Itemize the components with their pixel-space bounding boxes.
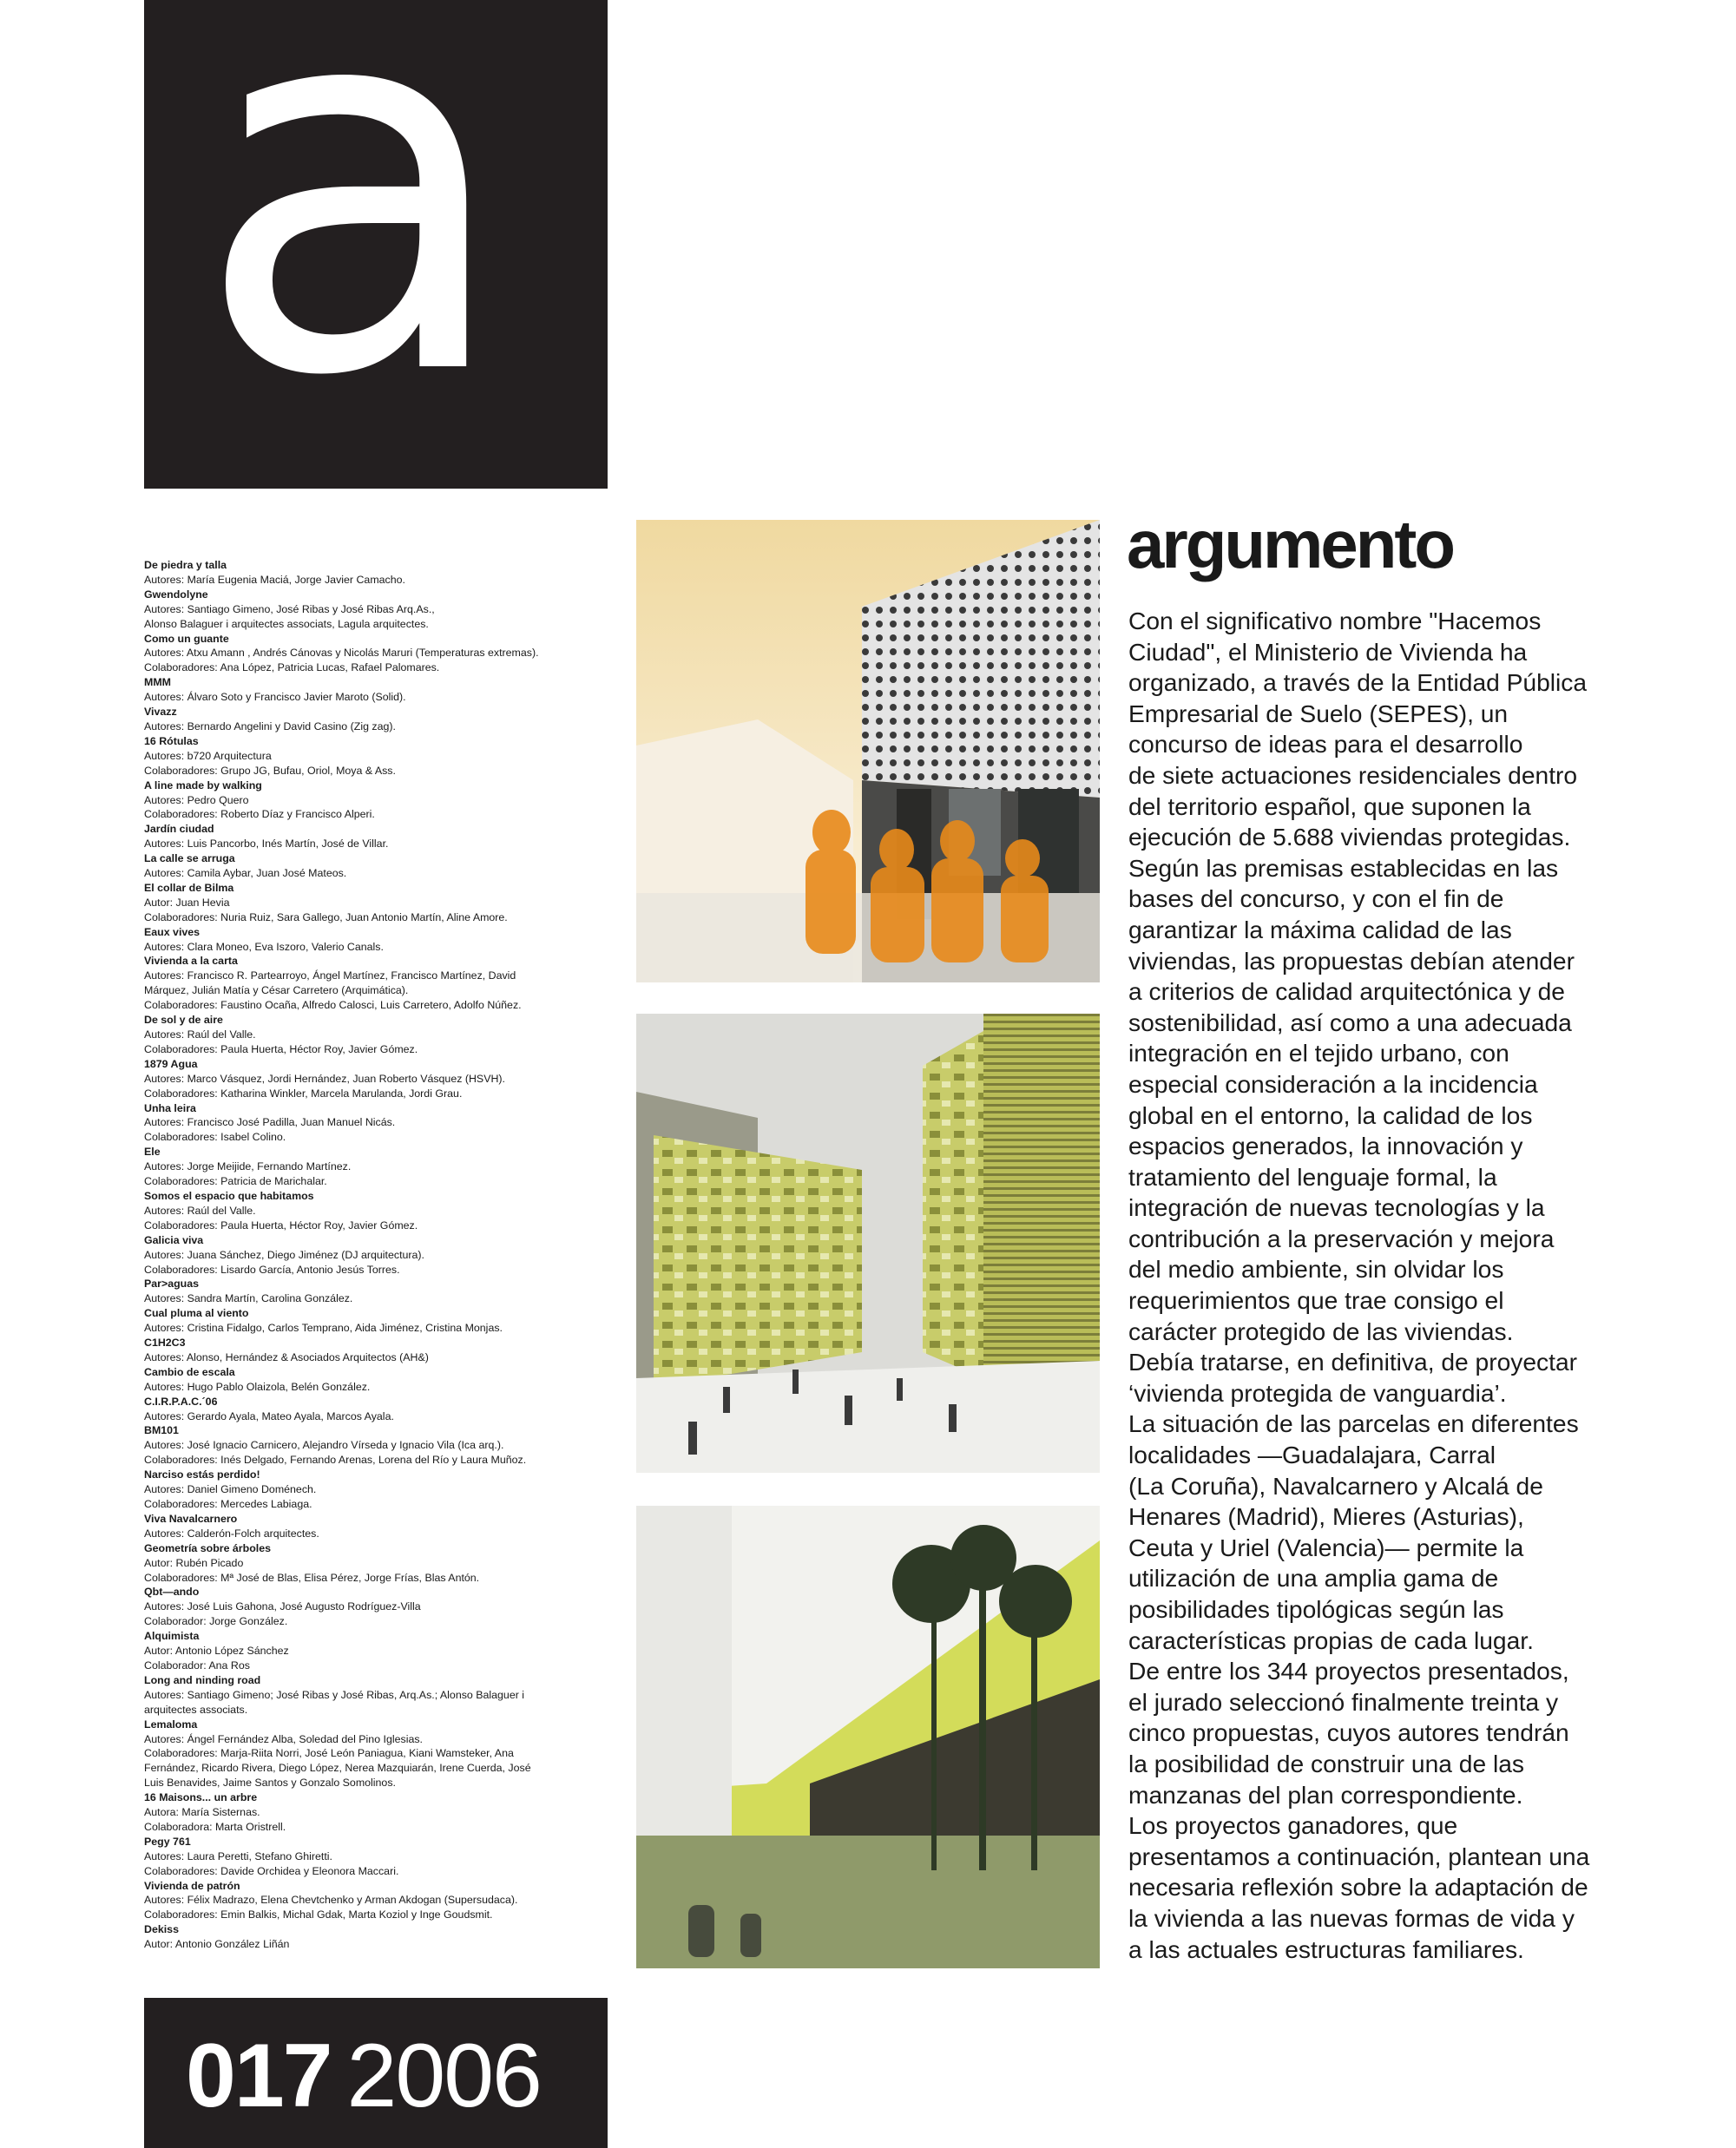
credit-line: Márquez, Julián Matía y César Carretero (Arquimática). (144, 984, 409, 997)
credit-line: Autores: Camila Aybar, Juan José Mateos. (144, 867, 347, 880)
credit-title: Long and ninding road (144, 1673, 261, 1686)
article-line: manzanas del plan correspondiente. (1128, 1780, 1523, 1809)
article-line: del territorio español, que suponen la (1128, 792, 1531, 820)
article-line: Los proyectos ganadores, que (1128, 1811, 1458, 1840)
credit-line: Fernández, Ricardo Rivera, Diego López, Nerea Mazquiarán, Irene Cuerda, José (144, 1762, 531, 1775)
credit-title: 16 Maisons... un arbre (144, 1791, 258, 1804)
project-credits-list (144, 558, 613, 1973)
article-line: sostenibilidad, así como a una adecuada (1128, 1008, 1572, 1036)
credit-line: Autores: Ángel Fernández Alba, Soledad del Pino Iglesias. (144, 1732, 423, 1745)
credit-line: Colaboradores: Roberto Díaz y Francisco Alperi. (144, 808, 375, 821)
credit-title: Eaux vives (144, 925, 201, 938)
credit-entry (144, 1585, 613, 1629)
credit-title: Ele (144, 1146, 161, 1159)
credit-entry (144, 1189, 613, 1233)
credit-entry (144, 1468, 613, 1512)
credit-entry (144, 632, 613, 676)
article-line: contribución a la preservación y mejora (1128, 1224, 1555, 1252)
credit-entry (144, 1233, 613, 1278)
credit-line: Autores: Daniel Gimeno Doménech. (144, 1483, 317, 1496)
credit-title: A line made by walking (144, 778, 262, 792)
article-line: a criterios de calidad arquitectónica y de (1128, 977, 1565, 1006)
credit-line: Autores: Alonso, Hernández & Asociados Arquitectos (AH&) (144, 1350, 429, 1363)
credit-title: El collar de Bilma (144, 881, 234, 894)
credit-title: Par>aguas (144, 1278, 200, 1291)
credit-title: Cual pluma al viento (144, 1307, 249, 1320)
credit-line: Autores: Jorge Meijide, Fernando Martínez. (144, 1160, 352, 1173)
credit-title: Pegy 761 (144, 1835, 191, 1848)
credit-entry (144, 558, 613, 588)
credit-title: Alquimista (144, 1630, 200, 1643)
article-line: a las actuales estructuras familiares. (1128, 1935, 1524, 1963)
article-line: requerimientos que trae consigo el (1128, 1286, 1504, 1315)
credit-entry (144, 1879, 613, 1923)
article-line: tratamiento del lenguaje formal, la (1128, 1162, 1497, 1191)
credit-entry (144, 1101, 613, 1146)
article-line: Con el significativo nombre "Hacemos (1128, 607, 1542, 634)
credit-line: Autores: José Ignacio Carnicero, Alejandro Vírseda y Ignacio Vila (Ica arq.). (144, 1439, 504, 1452)
credit-title: La calle se arruga (144, 852, 235, 865)
credit-title: 1879 Agua (144, 1057, 198, 1070)
credit-line: Colaboradores: Katharina Winkler, Marcela Marulanda, Jordi Grau. (144, 1087, 463, 1100)
credit-entry (144, 1512, 613, 1541)
article-line: Henares (Madrid), Mieres (Asturias), (1128, 1502, 1524, 1531)
credit-entry (144, 954, 613, 1013)
credit-title: BM101 (144, 1424, 179, 1437)
credit-line: Autores: b720 Arquitectura (144, 749, 272, 762)
facade-render-illustration (636, 520, 1100, 982)
credit-line: Autores: Raúl del Valle. (144, 1204, 256, 1217)
credit-line: Colaboradores: Ana López, Patricia Lucas, Rafael Palomares. (144, 661, 440, 674)
credit-line: Autores: Santiago Gimeno, José Ribas y José Ribas Arq.As., (144, 602, 435, 615)
article-line: global en el entorno, la calidad de los (1128, 1100, 1533, 1129)
credit-entry (144, 851, 613, 881)
credit-line: Autores: Clara Moneo, Eva Iszoro, Valerio Canals. (144, 940, 384, 953)
credit-line: Colaboradores: Paula Huerta, Héctor Roy, Javier Gómez. (144, 1219, 418, 1232)
credit-entry (144, 1306, 613, 1336)
credit-entry (144, 1790, 613, 1835)
credit-line: Colaboradores: Nuria Ruiz, Sara Gallego, Juan Antonio Martín, Aline Amore. (144, 910, 508, 923)
credit-title: Dekiss (144, 1923, 179, 1936)
article-line: ‘vivienda protegida de vanguardia’. (1128, 1378, 1507, 1407)
article-line: localidades —Guadalajara, Carral (1128, 1441, 1496, 1469)
article-line: Debía tratarse, en definitiva, de proyectar (1128, 1348, 1578, 1376)
credit-line: Colaboradores: Grupo JG, Bufau, Oriol, Moya & Ass. (144, 764, 396, 777)
logo-letter: a (194, 0, 496, 489)
credit-line: Autores: Luis Pancorbo, Inés Martín, José de Villar. (144, 838, 389, 851)
credit-entry (144, 705, 613, 734)
render-image-street (636, 1014, 1100, 1473)
issue-number: 017 (186, 2026, 332, 2126)
article-line: Según las premisas establecidas en las (1128, 853, 1559, 882)
credit-line: Autores: Hugo Pablo Olaizola, Belén González. (144, 1380, 371, 1393)
credit-entry (144, 1423, 613, 1468)
credit-line: Autor: Juan Hevia (144, 896, 230, 909)
credit-title: Vivienda de patrón (144, 1879, 240, 1892)
credit-title: De sol y de aire (144, 1014, 223, 1027)
credit-title: Viva Navalcarnero (144, 1512, 238, 1525)
credit-line: Colaboradores: Marja-Riita Norri, José León Paniagua, Kiani Wamsteker, Ana (144, 1747, 514, 1760)
credit-line: Autores: María Eugenia Maciá, Jorge Javier Camacho. (144, 573, 405, 586)
credit-entry (144, 1395, 613, 1424)
credit-line: Autores: Gerardo Ayala, Mateo Ayala, Marcos Ayala. (144, 1409, 394, 1422)
credit-entry (144, 1336, 613, 1365)
article-line: La situación de las parcelas en diferentes (1128, 1409, 1579, 1438)
credit-line: Autores: Cristina Fidalgo, Carlos Temprano, Aida Jiménez, Cristina Monjas. (144, 1322, 503, 1335)
credit-title: Lemaloma (144, 1718, 198, 1731)
article-line: características propias de cada lugar. (1128, 1626, 1534, 1654)
credit-entry (144, 881, 613, 925)
article-line: concurso de ideas para el desarrollo (1128, 730, 1523, 759)
article-line: la vivienda a las nuevas formas de vida y (1128, 1903, 1575, 1932)
article-line: viviendas, las propuestas debían atender (1128, 946, 1575, 975)
credit-line: Autor: Rubén Picado (144, 1556, 244, 1569)
article-line: integración en el tejido urbano, con (1128, 1039, 1509, 1067)
credit-title: Galicia viva (144, 1233, 204, 1246)
credit-line: Autores: Raúl del Valle. (144, 1028, 256, 1041)
issue-footer-block (144, 1998, 608, 2148)
article-line: organizado, a través de la Entidad Pública (1128, 668, 1588, 697)
credit-line: Colaboradores: Isabel Colino. (144, 1131, 286, 1144)
credit-line: Autores: José Luis Gahona, José Augusto Rodríguez-Villa (144, 1600, 421, 1613)
credit-line: Luis Benavides, Jaime Santos y Gonzalo Somolinos. (144, 1777, 396, 1790)
credit-line: Autor: Antonio López Sánchez (144, 1645, 289, 1658)
credit-entry (144, 588, 613, 632)
credit-line: Colaboradores: Patricia de Marichalar. (144, 1175, 327, 1188)
credit-title: Somos el espacio que habitamos (144, 1189, 314, 1202)
credit-title: Narciso estás perdido! (144, 1468, 260, 1481)
credit-line: Colaboradora: Marta Oristrell. (144, 1820, 286, 1833)
article-line: del medio ambiente, sin olvidar los (1128, 1255, 1504, 1284)
credit-title: Geometría sobre árboles (144, 1541, 271, 1554)
magazine-logo-block (144, 0, 608, 489)
credit-entry (144, 1673, 613, 1718)
article-line: Ciudad", el Ministerio de Vivienda ha (1128, 637, 1528, 666)
article-line: de siete actuaciones residenciales dentro (1128, 760, 1578, 789)
street-render-illustration (636, 1014, 1100, 1473)
credit-entry (144, 1057, 613, 1101)
credit-title: MMM (144, 676, 171, 689)
credit-entry (144, 1013, 613, 1057)
credit-line: Autores: Santiago Gimeno; José Ribas y José Ribas, Arq.As.; Alonso Balaguer i (144, 1688, 525, 1701)
credit-line: Autores: Francisco José Padilla, Juan Manuel Nicás. (144, 1116, 396, 1129)
credit-entry (144, 1277, 613, 1306)
credit-line: Autora: María Sisternas. (144, 1806, 260, 1819)
credit-line: Autores: Álvaro Soto y Francisco Javier Maroto (Solid). (144, 691, 406, 704)
credit-title: Unha leira (144, 1101, 196, 1114)
credit-line: Colaboradores: Mercedes Labiaga. (144, 1498, 312, 1510)
credit-title: 16 Rótulas (144, 734, 199, 747)
credit-title: Qbt—ando (144, 1586, 200, 1599)
credit-line: Autores: Bernardo Angelini y David Casino (Zig zag). (144, 719, 396, 732)
credit-entry (144, 1922, 613, 1952)
issue-label (186, 2026, 541, 2126)
credit-title: Cambio de escala (144, 1365, 235, 1378)
credit-title: De piedra y talla (144, 559, 227, 571)
article-line: el jurado seleccionó finalmente treinta y (1128, 1687, 1559, 1716)
credit-line: Autores: Félix Madrazo, Elena Chevtchenko y Arman Akdogan (Supersudaca). (144, 1894, 518, 1907)
article-line: garantizar la máxima calidad de las (1128, 915, 1512, 943)
article-line: espacios generados, la innovación y (1128, 1132, 1523, 1160)
credit-title: Jardín ciudad (144, 823, 214, 836)
article-line: Ceuta y Uriel (Valencia)— permite la (1128, 1533, 1524, 1561)
issue-year: 2006 (346, 2026, 541, 2126)
credit-entry (144, 1835, 613, 1879)
credit-line: Autores: Francisco R. Partearroyo, Ángel Martínez, Francisco Martínez, David (144, 969, 516, 982)
credit-line: Colaboradores: Davide Orchidea y Eleonora Maccari. (144, 1864, 399, 1877)
credit-line: Autores: Atxu Amann , Andrés Cánovas y Nicolás Maruri (Temperaturas extremas). (144, 647, 539, 660)
credit-line: Colaboradores: Inés Delgado, Fernando Arenas, Lorena del Río y Laura Muñoz. (144, 1454, 527, 1467)
credit-line: Colaboradores: Lisardo García, Antonio Jesús Torres. (144, 1263, 400, 1276)
article-line: integración de nuevas tecnologías y la (1128, 1193, 1545, 1222)
article-line: utilización de una amplia gama de (1128, 1564, 1499, 1593)
credit-title: C.I.R.P.A.C.´06 (144, 1395, 218, 1408)
render-image-courtyard (636, 1506, 1100, 1968)
article-line: bases del concurso, y con el fin de (1128, 884, 1504, 913)
courtyard-render-illustration (636, 1506, 1100, 1968)
credit-entry (144, 1365, 613, 1395)
credit-line: Alonso Balaguer i arquitectes associats, Lagula arquitectes. (144, 617, 429, 630)
article-line: De entre los 344 proyectos presentados, (1128, 1657, 1569, 1685)
article-line: cinco propuestas, cuyos autores tendrán (1128, 1718, 1569, 1747)
render-image-facade (636, 520, 1100, 982)
credit-entry (144, 778, 613, 823)
credit-line: Autores: Marco Vásquez, Jordi Hernández, Juan Roberto Vásquez (HSVH). (144, 1072, 505, 1085)
credit-entry (144, 822, 613, 851)
credit-entry (144, 1629, 613, 1673)
credit-line: Colaboradores: Mª José de Blas, Elisa Pérez, Jorge Frías, Blas Antón. (144, 1571, 480, 1584)
article-line: presentamos a continuación, plantean una (1128, 1842, 1590, 1870)
credit-title: C1H2C3 (144, 1337, 186, 1350)
credit-entry (144, 734, 613, 778)
article-line: necesaria reflexión sobre la adaptación de (1128, 1873, 1588, 1902)
credit-line: Colaborador: Ana Ros (144, 1659, 250, 1672)
article-line: especial consideración a la incidencia (1128, 1069, 1538, 1098)
credit-line: Autores: Sandra Martín, Carolina González. (144, 1292, 353, 1305)
credit-line: Colaboradores: Faustino Ocaña, Alfredo Calosci, Luis Carretero, Adolfo Núñez. (144, 999, 522, 1012)
credit-line: Autores: Juana Sánchez, Diego Jiménez (DJ arquitectura). (144, 1248, 425, 1261)
credit-entry (144, 1145, 613, 1189)
credit-entry (144, 1718, 613, 1791)
article-heading: argumento (1127, 506, 1454, 582)
credit-line: Autores: Calderón-Folch arquitectes. (144, 1527, 319, 1540)
article-line: posibilidades tipológicas según las (1128, 1595, 1504, 1623)
credit-title: Gwendolyne (144, 588, 208, 601)
credit-line: Colaborador: Jorge González. (144, 1615, 288, 1628)
credit-line: Autores: Pedro Quero (144, 793, 249, 806)
article-line: carácter protegido de las viviendas. (1128, 1317, 1514, 1345)
credit-entry (144, 1541, 613, 1586)
article-body (1128, 606, 1614, 1965)
credit-entry (144, 675, 613, 705)
credit-line: Colaboradores: Emin Balkis, Michal Gdak, Marta Koziol y Inge Goudsmit. (144, 1908, 493, 1921)
article-line: (La Coruña), Navalcarnero y Alcalá de (1128, 1471, 1543, 1500)
credit-line: Autores: Laura Peretti, Stefano Ghiretti. (144, 1849, 332, 1862)
article-line: ejecución de 5.688 viviendas protegidas. (1128, 823, 1571, 851)
article-line: la posibilidad de construir una de las (1128, 1749, 1524, 1777)
credit-title: Vivazz (144, 706, 177, 719)
credit-entry (144, 925, 613, 955)
credit-line: arquitectes associats. (144, 1703, 248, 1716)
credit-line: Colaboradores: Paula Huerta, Héctor Roy, Javier Gómez. (144, 1042, 418, 1055)
article-line: Empresarial de Suelo (SEPES), un (1128, 699, 1509, 727)
credit-title: Vivienda a la carta (144, 955, 238, 968)
credit-line: Autor: Antonio González Liñán (144, 1938, 290, 1951)
credit-title: Como un guante (144, 632, 229, 645)
